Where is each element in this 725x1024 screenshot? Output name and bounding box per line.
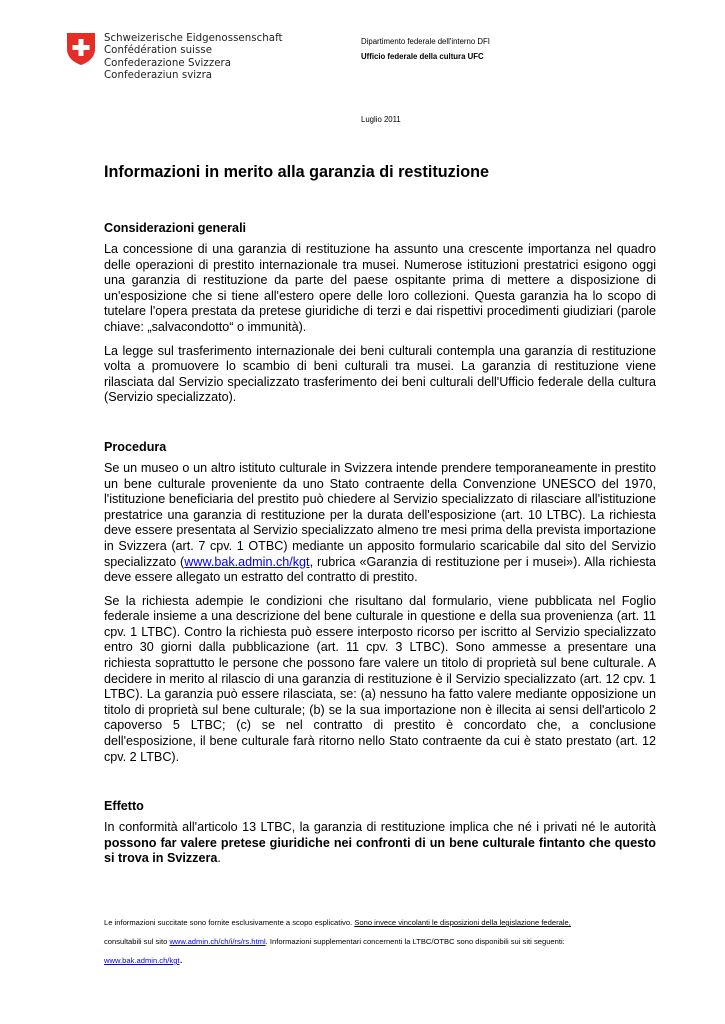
effect-text-end: . [217, 851, 221, 866]
effect-text-bold: possono far valere pretese giuridiche nei confronti di un bene culturale fintanto che questo si trova in Svizzera [104, 835, 656, 866]
section-heading-procedure: Procedura [104, 439, 167, 454]
office-name: Ufficio federale della cultura UFC [361, 52, 484, 61]
section-heading-effect: Effetto [104, 799, 144, 814]
footer-note [104, 913, 664, 970]
org-line-fr: Confédération suisse [104, 45, 213, 57]
effect-paragraph [104, 820, 656, 867]
confederation-logo [66, 32, 283, 88]
department-name: Dipartimento federale dell'interno DFI [361, 37, 490, 46]
footer-consult-text: consultabili sul sito [104, 937, 170, 946]
footer-end-dot: . [179, 954, 183, 966]
document-body [104, 220, 656, 875]
procedure-paragraph-2: Se la richiesta adempie le condizioni che risultano dal formulario, viene pubblicata nel Foglio federale insieme a una descrizione del bene culturale in questione e della sua provenienza (art. 11 cpv. 1 LTBC). Contro la richiesta può essere interposto ricorso per iscritto al Servizio specializzato entro 30 giorni dalla pubblicazione (art. 11 cpv. 3 LTBC). Sono ammesse a presentare una richiesta soprattutto le persone che possono fare valere un titolo di proprietà sul bene culturale. A decidere in merito al rilascio di una garanzia di restituzione è il Servizio specializzato (art. 12 cpv. 1 LTBC). La garanzia può essere rilasciata, se: (a) nessuno ha fatto valere mediante opposizione un titolo di proprietà sul bene culturale; (b) se la sua importazione non è illecita ai sensi dell'articolo 2 capoverso 5 LTBC; (c) se nel contratto di prestito è concordato che, a conclusione dell'esposizione, il bene culturale farà ritorno nello Stato contraente da cui è stato prestato (art. 12 cpv. 2 LTBC). [104, 593, 656, 764]
footer-disclaimer: Le informazioni succitate sono fornite esclusivamente a scopo esplicativo. [104, 918, 355, 927]
procedure-text-a: Se un museo o un altro istituto culturale in Svizzera intende prendere temporaneamente in prestito un bene culturale proveniente da uno Stato contraente della Convenzione UNESCO del 1970, l'istituzione beneficiaria del prestito può chiedere al Servizio specializzato di rilasciare all'istituzione prestatrice una garanzia di restituzione per la durata dell'esposizione (art. 10 LTBC). La richiesta deve essere presentata al Servizio specializzato almeno tre mesi prima della prevista importazione in Svizzera (art. 7 cpv. 1 OTBC) mediante un apposito formulario scaricabile dal sito del Servizio specializzato ( [104, 460, 656, 569]
swiss-shield-icon [66, 32, 96, 66]
footer-line-3 [104, 951, 664, 970]
document-date: Luglio 2011 [361, 115, 401, 124]
org-line-it: Confederazione Svizzera [104, 57, 232, 69]
general-paragraph-1: La concessione di una garanzia di restituzione ha assunto una crescente importanza nel quadro delle operazioni di prestito internazionale tra musei. Numerose istituzioni prestatrici esigono oggi una garanzia di restituzione da parte del paese ospitante prima di mettere a disposizione di un'esposizione che si tiene all'estero opere delle loro collezioni. Questa garanzia ha lo scopo di tutelare l'opera prestata da pretese giuridiche di terzi e dai rispettivi procedimenti giudiziari (parole chiave: „salvacondotto“ o immunità). [104, 242, 656, 334]
footer-binding-note: Sono invece vincolanti le disposizioni della legislazione federale, [354, 918, 571, 927]
effect-text-a: In conformità all'articolo 13 LTBC, la garanzia di restituzione implica che né i privati né le autorità [104, 820, 656, 835]
department-block [361, 37, 490, 62]
footer-bak-link[interactable]: www.bak.admin.ch/kgt [104, 956, 180, 965]
footer-info-text: . Informazioni supplementari concernenti la LTBC/OTBC sono disponibili sui siti seguenti: [265, 937, 565, 946]
org-line-rm: Confederaziun svizra [104, 69, 213, 81]
page-title: Informazioni in merito alla garanzia di restituzione [104, 163, 489, 181]
procedure-text-b: , rubrica «Garanzia di restituzione per i musei»). Alla richiesta deve essere allegato un estratto del contratto di prestito. [104, 554, 656, 585]
general-paragraph-2: La legge sul trasferimento internazionale dei beni culturali contempla una garanzia di restituzione volta a promuovere lo scambio di beni culturali tra musei. La garanzia di restituzione viene rilasciata dal Servizio specializzato trasferimento dei beni culturali dell'Ufficio federale della cultura (Servizio specializzato). [104, 343, 656, 405]
org-line-de: Schweizerische Eidgenossenschaft [104, 33, 283, 44]
admin-rs-link[interactable]: www.admin.ch/ch/i/rs/rs.html [169, 937, 266, 946]
footer-line-1 [104, 913, 664, 932]
organization-names [104, 33, 283, 82]
section-heading-general: Considerazioni generali [104, 221, 247, 235]
footer-line-2 [104, 932, 664, 951]
bak-kgt-link[interactable]: www.bak.admin.ch/kgt [184, 554, 310, 569]
procedure-paragraph-1 [104, 461, 656, 586]
